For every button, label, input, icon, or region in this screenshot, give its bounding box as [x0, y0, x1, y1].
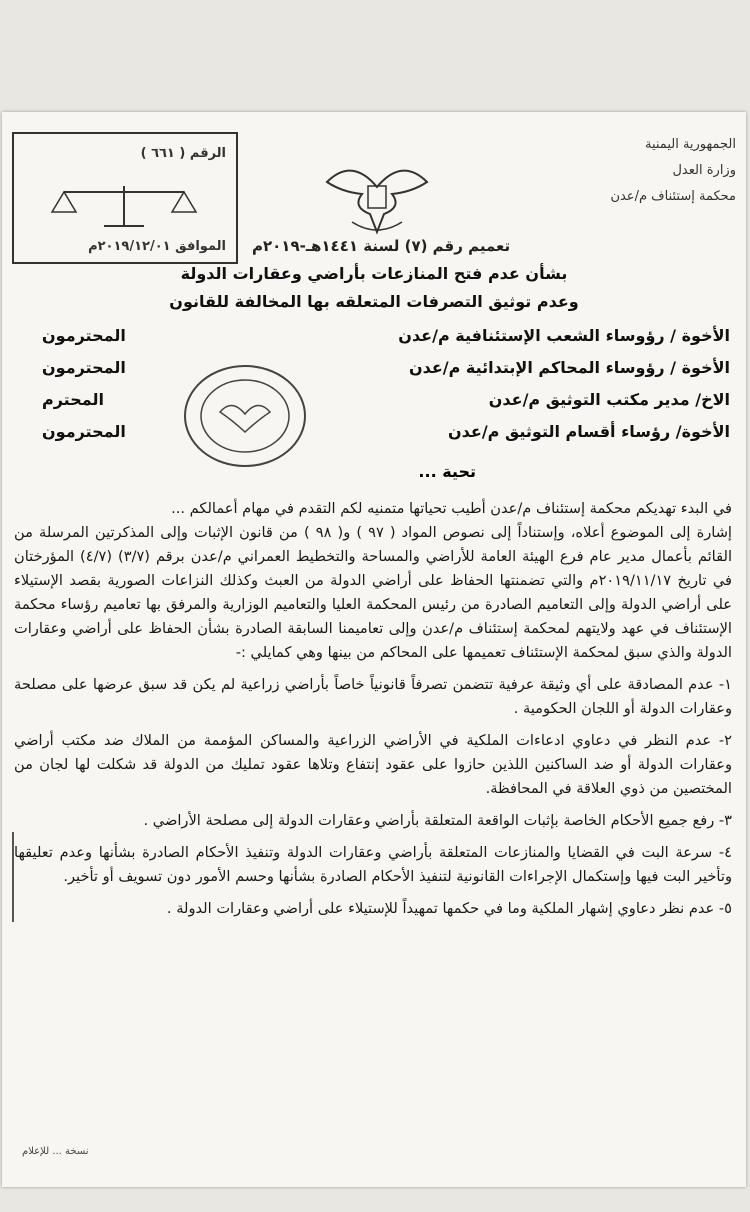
addressee-name: الأخوة/ رؤساء أقسام التوثيق م/عدن: [448, 422, 730, 441]
ministry-seal-icon: [180, 362, 310, 470]
addressee-row: [42, 422, 730, 452]
letterhead-line: محكمة إستئناف م/عدن: [610, 189, 736, 204]
list-item: ٥- عدم نظر دعاوي إشهار الملكية وما في حكمها تمهيداً للإستيلاء على أراضي وعقارات الدولة .: [166, 900, 732, 917]
addressee-honorific: المحترمون: [42, 326, 126, 345]
eagle-emblem-icon: [322, 152, 432, 238]
document-page: [2, 112, 746, 1187]
reference-date: الموافق ٢٠١٩/١٢/٠١م: [88, 239, 226, 254]
reference-box: [12, 132, 238, 264]
addressee-honorific: المحترم: [42, 390, 104, 409]
list-item: ٣- رفع جميع الأحكام الخاصة بإثبات الواقعة المتعلقة بأراضي وعقارات الدولة إلى مصلحة الأراضي .: [143, 812, 732, 829]
main-paragraph: إشارة إلى الموضوع أعلاه، وإستناداً إلى نصوص المواد ( ٩٧ ) و( ٩٨ ) من قانون الإثبات وإلى المذكرتين المرسلة من القائم بأعمال مدير عام فرع الهيئة العامة للأراضي والمساحة والتخطيط العمراني م/عدن برقم (٣/٧) (٤/٧) المؤرختان في تاريخ ٢٠١٩/١١/١٧م والتي تضمنتها الحفاظ على أراضي الدولة من العبث وكذلك النزاعات الصورية بقصد الإستيلاء على أراضي الدولة وإلى التعاميم الصادرة من رئيس المحكمة العليا والتعاميم الوزارية والمرفق بها تعاميم رؤساء محكمة الإستئناف في عهد ولايتهم لمحكمة إستئناف م/عدن وإلى تعاميمنا السابقة الصادرة بشأن الحفاظ على أراضي وعقارات الدولة والذي سبق لمحكمة الإستئناف تعميمها على المحاكم من بينها وهي كمايلي :-: [14, 524, 732, 661]
subject-line: بشأن عدم فتح المنازعات بأراضي وعقارات الدولة: [180, 264, 568, 283]
intro-paragraph: في البدء تهديكم محكمة إستئناف م/عدن أطيب تحياتها متمنيه لكم التقدم في مهام أعمالكم ...: [171, 500, 732, 517]
addressee-honorific: المحترمون: [42, 422, 126, 441]
addressee-name: الأخوة / رؤوساء المحاكم الإبتدائية م/عدن: [408, 358, 730, 377]
list-item: ٤- سرعة البت في القضايا والمنازعات المتعلقة بأراضي وعقارات الدولة وتنفيذ الأحكام الصادرة بشأنها وعدم تعليقها وتأخير البت فيها وإستكمال الإجراءات القانونية لتنفيذ الأحكام الصادرة بشأنها وحسم الأمور دون تسويف أو تأخير.: [14, 844, 732, 885]
addressee-honorific: المحترمون: [42, 358, 126, 377]
scales-of-justice-icon: [44, 182, 204, 230]
list-item: ٢- عدم النظر في دعاوي ادعاءات الملكية في الأراضي الزراعية والمساكن المؤممة من الملاك ضد مكتب أراضي وعقارات الدولة أو ضد الساكنين اللذين حازوا على عقود إنتفاع وتلاها عقود تمليك من الدولة قد شكلت لها لجان من المختصين من ذوي العلاقة في المحافظة.: [14, 732, 732, 797]
addressee-row: [42, 326, 730, 356]
addressee-row: [42, 358, 730, 388]
addressee-row: [42, 390, 730, 420]
margin-mark: [12, 832, 14, 922]
greeting: تحية ...: [418, 462, 476, 481]
subject-line: وعدم توثيق التصرفات المتعلقه بها المخالفة للقانون: [169, 292, 579, 311]
letter-body: [14, 497, 732, 921]
list-item: ١- عدم المصادقة على أي وثيقة عرفية تتضمن تصرفاً قانونياً خاصاً بأراضي زراعية لم يكن قد سبق عرضها على مصلحة وعقارات الدولة أو اللجان الحكومية .: [14, 676, 732, 717]
addressee-name: الأخوة / رؤوساء الشعب الإستئنافية م/عدن: [398, 326, 730, 345]
letterhead-right: [516, 132, 736, 210]
letterhead-line: وزارة العدل: [672, 163, 736, 178]
footer-note: نسخة ... للإعلام: [22, 1146, 89, 1157]
letterhead-line: الجمهورية اليمنية: [644, 137, 736, 152]
reference-number: الرقم ( ٦٦١ ): [140, 146, 226, 161]
circular-title: تعميم رقم (٧) لسنة ١٤٤١هـ-٢٠١٩م: [252, 237, 511, 255]
addressee-name: الاخ/ مدير مكتب التوثيق م/عدن: [488, 390, 730, 409]
